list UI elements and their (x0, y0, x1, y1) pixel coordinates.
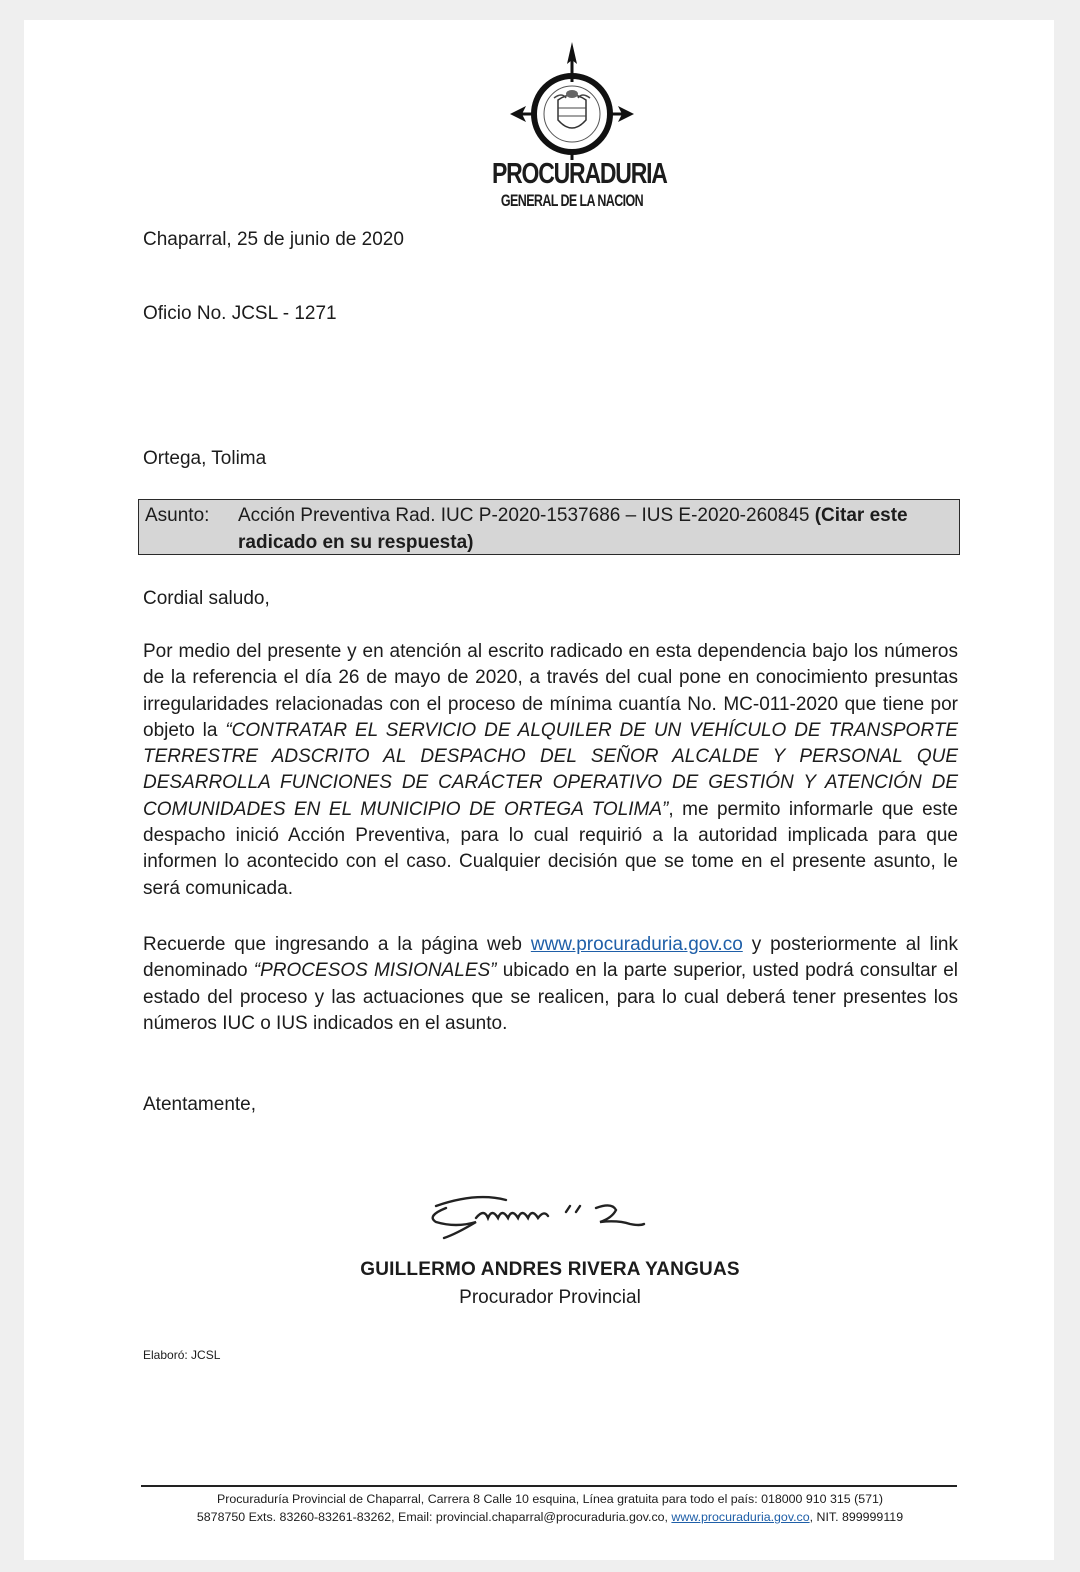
logo-title: PROCURADURIA (492, 156, 667, 190)
subject-text (238, 502, 954, 556)
logo-subtitle: GENERAL DE LA NACION (500, 191, 644, 211)
subject-reference: Acción Preventiva Rad. IUC P-2020-1537686 – IUS E-2020-260845 (238, 505, 810, 526)
p2-conclusion: ubicado en la parte superior, usted podrá consultar el estado del proceso y las actuaciones que se realicen, para lo cual deberá tener presentes los números IUC o IUS indicados en el asunto. (143, 960, 958, 1034)
body-paragraph-1 (143, 639, 958, 902)
signer-role: Procurador Provincial (459, 1287, 641, 1308)
body-paragraph-2 (143, 932, 958, 1037)
subject-box (138, 499, 960, 555)
compass-seal-icon (492, 42, 652, 162)
recipient-location: Ortega, Tolima (143, 448, 267, 469)
date-line: Chaparral, 25 de junio de 2020 (143, 229, 404, 250)
greeting: Cordial saludo, (143, 588, 270, 609)
footer-website-link[interactable]: www.procuraduria.gov.co (671, 1510, 810, 1524)
footer-line-1: Procuraduría Provincial de Chaparral, Carrera 8 Calle 10 esquina, Línea gratuita para todo el país: 018000 910 315 (571) (216, 1492, 884, 1506)
footer-contact: 5878750 Exts. 83260-83261-83262, Email: provincial.chaparral@procuraduria.gov.co, (196, 1510, 672, 1524)
p1-contract-object: “CONTRATAR EL SERVICIO DE ALQUILER DE UN VEHÍCULO DE TRANSPORTE TERRESTRE ADSCRITO AL DESPACHO DEL SEÑOR ALCALDE Y PERSONAL QUE DESARROLLA FUNCIONES DE CARÁCTER OPERATIVO DE GESTIÓN Y ATENCIÓN DE COMUNIDADES EN EL MUNICIPIO DE ORTEGA TOLIMA” (143, 719, 958, 820)
prepared-by: Elaboró: JCSL (143, 1348, 221, 1362)
footer-line-2 (144, 1508, 956, 1526)
website-link[interactable]: www.procuraduria.gov.co (530, 934, 743, 955)
handwritten-signature (416, 1188, 696, 1240)
p2-link-name: “PROCESOS MISIONALES” (253, 960, 497, 982)
footer-divider (141, 1485, 957, 1487)
p2-intro: Recuerde que ingresando a la página web (143, 934, 531, 955)
procuraduria-logo (492, 42, 667, 234)
signer-name: GUILLERMO ANDRES RIVERA YANGUAS (360, 1259, 740, 1280)
subject-note: (Citar este radicado en su respuesta) (238, 505, 908, 553)
subject-label: Asunto: (145, 505, 210, 526)
p2-mid: y posteriormente al link denominado (143, 934, 958, 982)
closing: Atentamente, (143, 1094, 257, 1115)
p1-conclusion: , me permito informarle que este despacho inició Acción Preventiva, para lo cual requirió a la autoridad implicada para que informen lo acontecido con el caso. Cualquier decisión que se tome en el presente asunto, le será comunicada. (143, 798, 958, 899)
oficio-number: Oficio No. JCSL - 1271 (143, 303, 337, 324)
letter-page (24, 20, 1054, 1560)
footer (144, 1490, 956, 1526)
footer-nit: , NIT. 899999119 (809, 1510, 904, 1524)
p1-intro: Por medio del presente y en atención al escrito radicado en esta dependencia bajo los números de la referencia el día 26 de mayo de 2020, a través del cual pone en conocimiento presuntas irregularidades relacionadas con el proceso de mínima cuantía No. MC-011-2020 que tiene por objeto la (143, 641, 958, 741)
